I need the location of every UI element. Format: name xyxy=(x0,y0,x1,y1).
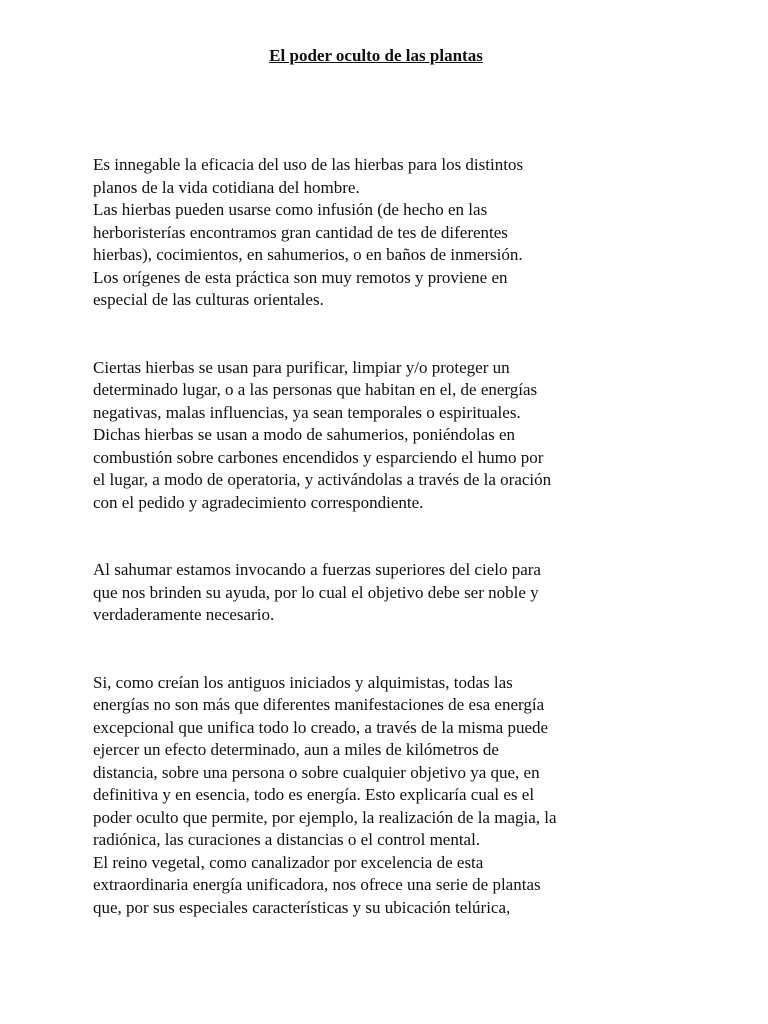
text-line: Las hierbas pueden usarse como infusión (de hecho en las xyxy=(93,200,488,219)
text-line: Al sahumar estamos invocando a fuerzas superiores del cielo para xyxy=(93,560,541,579)
text-line: determinado lugar, o a las personas que habitan en el, de energías xyxy=(93,380,538,399)
text-line: ejercer un efecto determinado, aun a miles de kilómetros de xyxy=(93,740,499,759)
text-line: combustión sobre carbones encendidos y esparciendo el humo por xyxy=(93,447,544,467)
text-line: que, por sus especiales características y su ubicación telúrica, xyxy=(93,897,511,917)
paragraph-spacer xyxy=(93,514,673,559)
text-line: herboristerías encontramos gran cantidad de tes de diferentes xyxy=(93,222,508,242)
text-line: poder oculto que permite, por ejemplo, la realización de la magia, la xyxy=(93,807,557,827)
text-line: que nos brinden su ayuda, por lo cual el objetivo debe ser noble y xyxy=(93,582,539,602)
paragraph-spacer xyxy=(93,312,673,357)
text-line: el lugar, a modo de operatoria, y activándolas a través de la oración xyxy=(93,470,552,489)
text-line: con el pedido y agradecimiento correspondiente. xyxy=(93,492,424,512)
paragraph-spacer xyxy=(93,627,673,672)
text-line: excepcional que unifica todo lo creado, a través de la misma puede xyxy=(93,717,549,737)
text-line: especial de las culturas orientales. xyxy=(93,290,324,309)
paragraph-4 xyxy=(93,672,673,920)
paragraph-3 xyxy=(93,559,673,627)
text-line: Es innegable la eficacia del uso de las hierbas para los distintos xyxy=(93,155,524,174)
text-line: Si, como creían los antiguos iniciados y alquimistas, todas las xyxy=(93,672,513,692)
text-line: negativas, malas influencias, ya sean temporales o espirituales. xyxy=(93,402,521,422)
text-line: Ciertas hierbas se usan para purificar, limpiar y/o proteger un xyxy=(93,357,510,377)
paragraph-2 xyxy=(93,357,673,515)
text-line: Dichas hierbas se usan a modo de sahumerios, poniéndolas en xyxy=(93,425,516,444)
paragraph-1 xyxy=(93,154,673,312)
text-line: El reino vegetal, como canalizador por excelencia de esta xyxy=(93,852,484,872)
document-title: El poder oculto de las plantas xyxy=(269,46,483,65)
document-body xyxy=(93,154,673,919)
text-line: verdaderamente necesario. xyxy=(93,605,275,624)
text-line: radiónica, las curaciones a distancias o el control mental. xyxy=(93,830,481,849)
text-line: extraordinaria energía unificadora, nos ofrece una serie de plantas xyxy=(93,875,541,894)
text-line: Los orígenes de esta práctica son muy remotos y proviene en xyxy=(93,267,508,287)
text-line: energías no son más que diferentes manifestaciones de esa energía xyxy=(93,695,545,714)
text-line: definitiva y en esencia, todo es energía. Esto explicaría cual es el xyxy=(93,785,535,804)
text-line: distancia, sobre una persona o sobre cualquier objetivo ya que, en xyxy=(93,762,540,782)
text-line: planos de la vida cotidiana del hombre. xyxy=(93,177,360,197)
text-line: hierbas), cocimientos, en sahumerios, o en baños de inmersión. xyxy=(93,245,523,264)
